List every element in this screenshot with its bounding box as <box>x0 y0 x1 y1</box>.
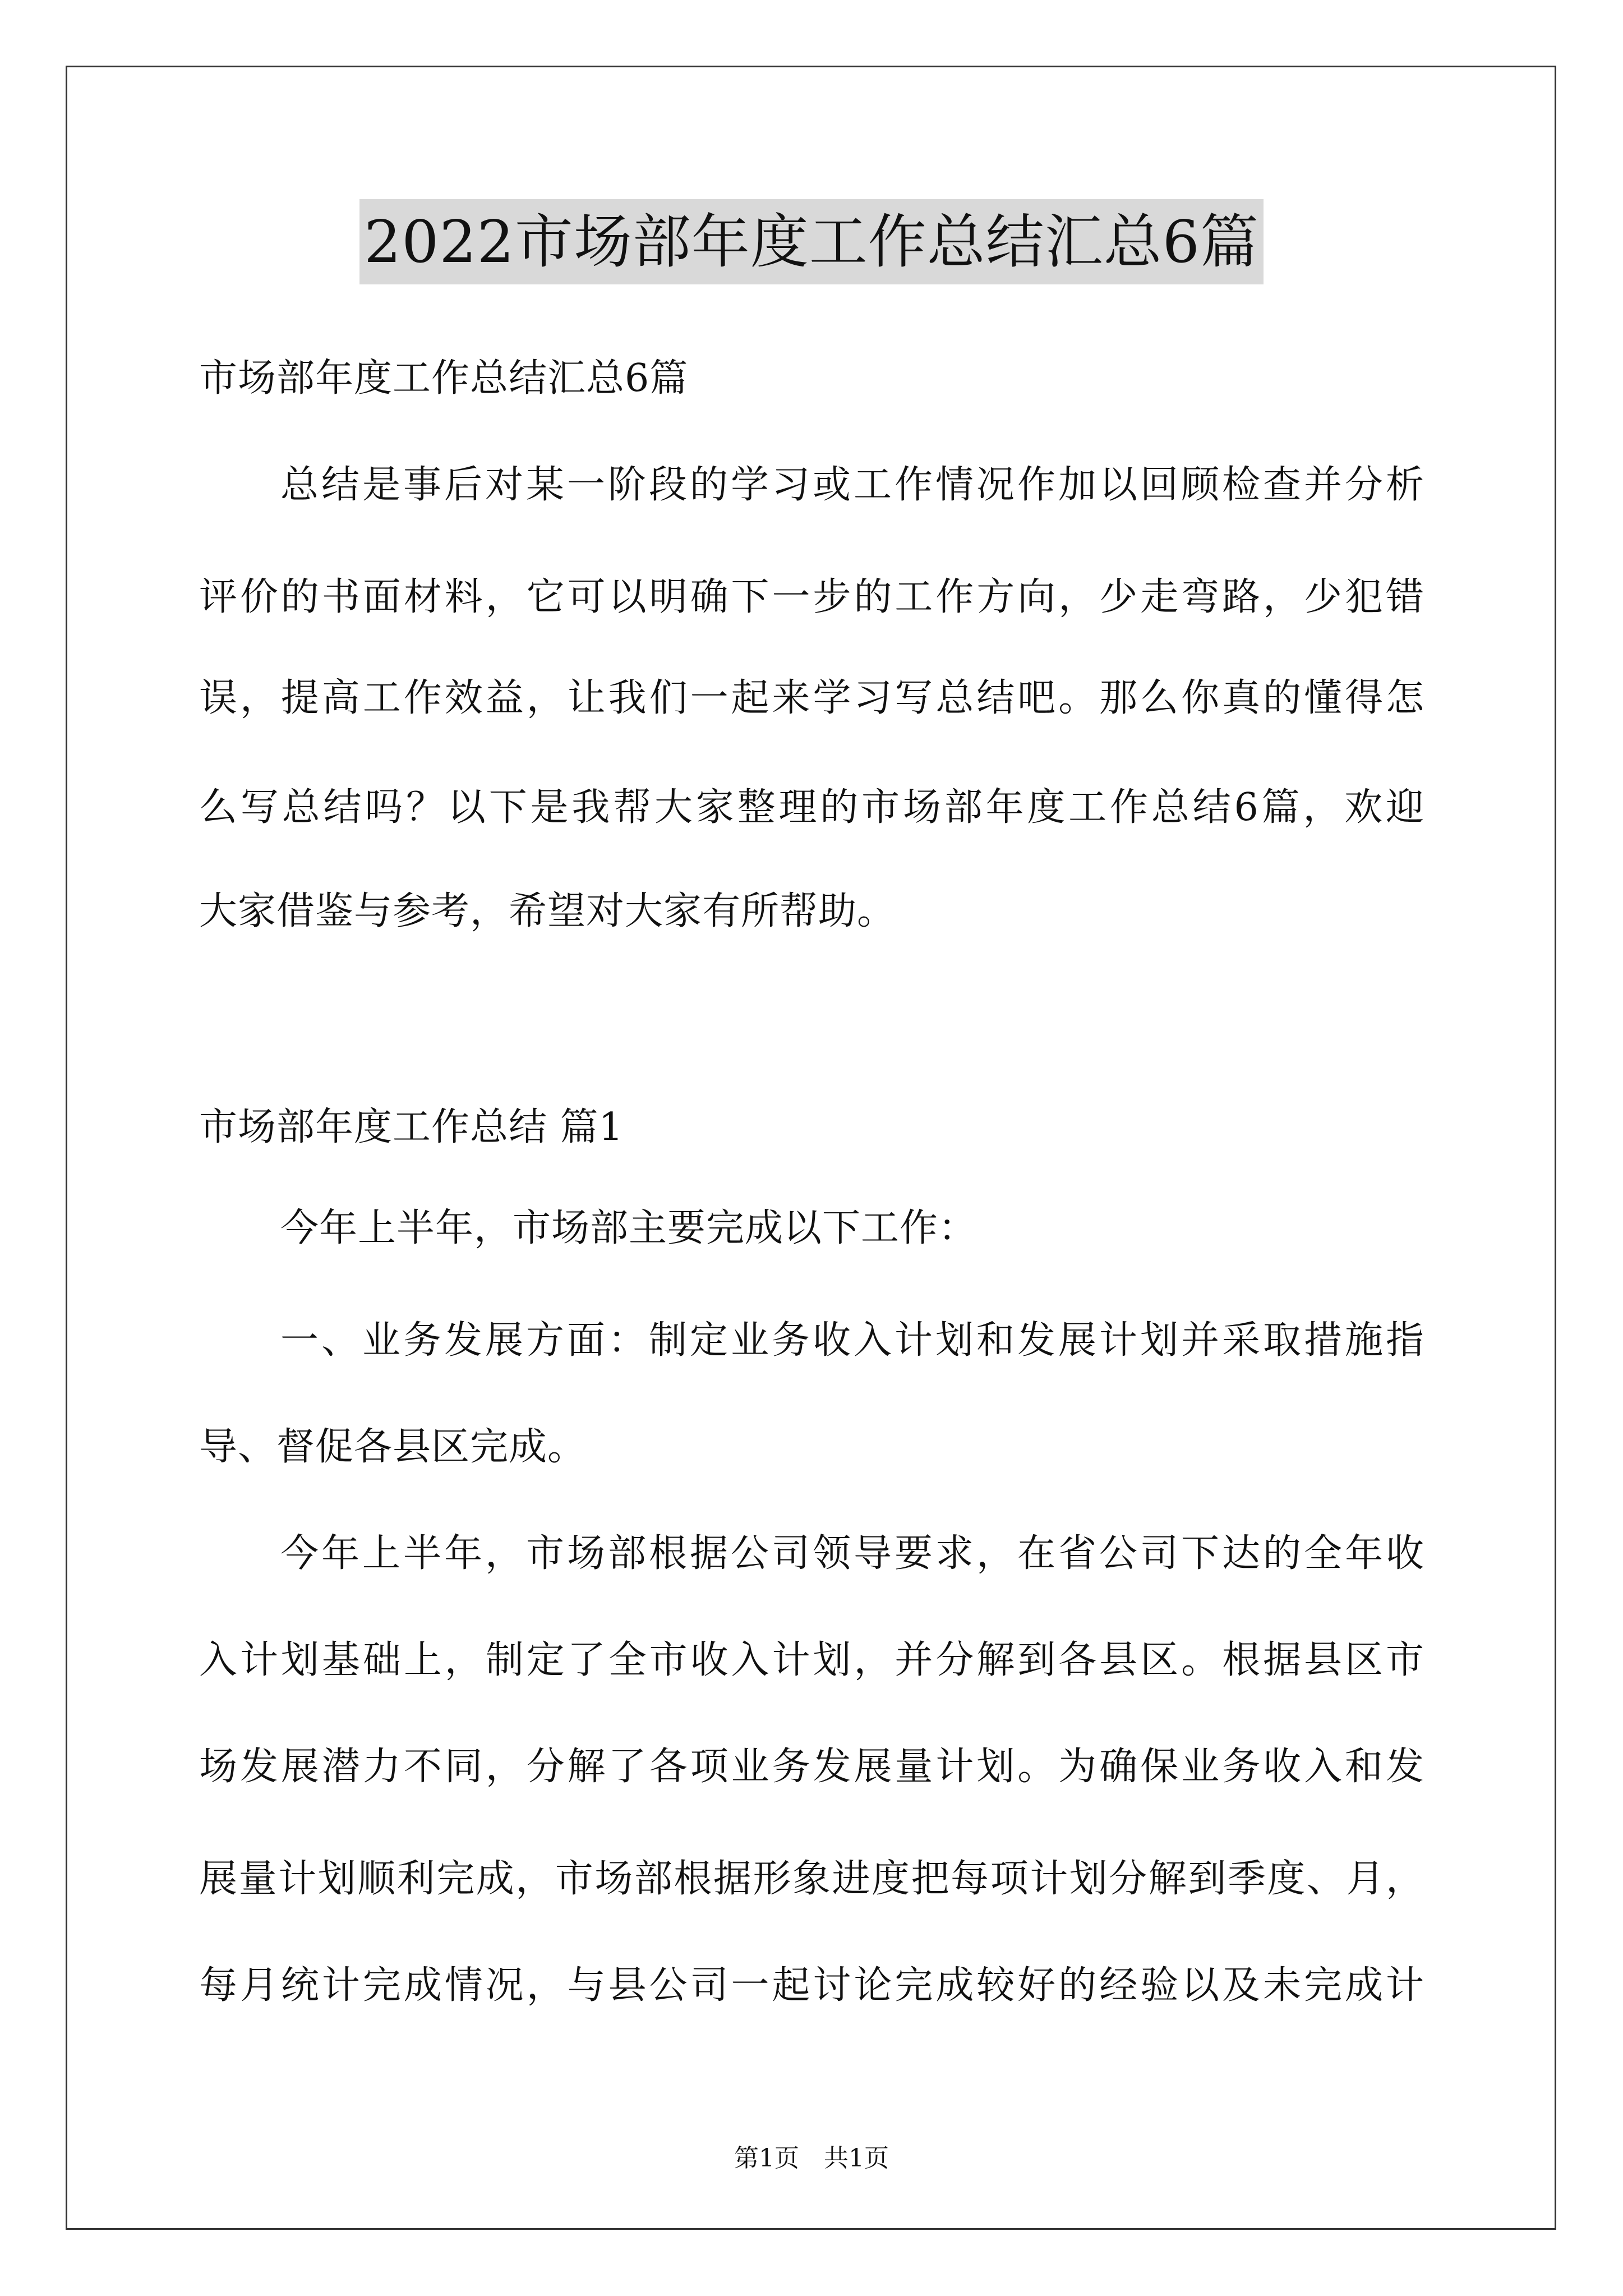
section-heading: 市场部年度工作总结 篇1 <box>199 1105 624 1149</box>
page-number-footer: 第1页 共1页 <box>734 2144 889 2173</box>
body-line-2: 一、业务发展方面：制定业务收入计划和发展计划并采取措施指 <box>280 1318 1424 1363</box>
intro-line-2: 评价的书面材料，它可以明确下一步的工作方向，少走弯路，少犯错 <box>199 575 1424 619</box>
document-title: 2022市场部年度工作总结汇总6篇 <box>359 199 1264 284</box>
body-line-5: 入计划基础上，制定了全市收入计划，并分解到各县区。根据县区市 <box>199 1638 1424 1682</box>
intro-line-3: 误，提高工作效益，让我们一起来学习写总结吧。那么你真的懂得怎 <box>199 676 1424 720</box>
body-line-1: 今年上半年，市场部主要完成以下工作： <box>280 1206 978 1250</box>
body-line-3: 导、督促各县区完成。 <box>199 1425 587 1469</box>
body-line-4: 今年上半年，市场部根据公司领导要求，在省公司下达的全年收 <box>280 1531 1424 1576</box>
body-line-8: 每月统计完成情况，与县公司一起讨论完成较好的经验以及未完成计 <box>199 1963 1424 2008</box>
title-container <box>0 199 1623 284</box>
intro-line-1: 总结是事后对某一阶段的学习或工作情况作加以回顾检查并分析 <box>280 463 1424 507</box>
intro-line-4: 么写总结吗？以下是我帮大家整理的市场部年度工作总结6篇，欢迎 <box>199 785 1424 830</box>
intro-line-5: 大家借鉴与参考，希望对大家有所帮助。 <box>199 889 896 933</box>
body-line-7: 展量计划顺利完成，市场部根据形象进度把每项计划分解到季度、月， <box>199 1857 1424 1901</box>
body-line-6: 场发展潜力不同，分解了各项业务发展量计划。为确保业务收入和发 <box>199 1745 1424 1789</box>
document-subtitle: 市场部年度工作总结汇总6篇 <box>199 356 689 401</box>
